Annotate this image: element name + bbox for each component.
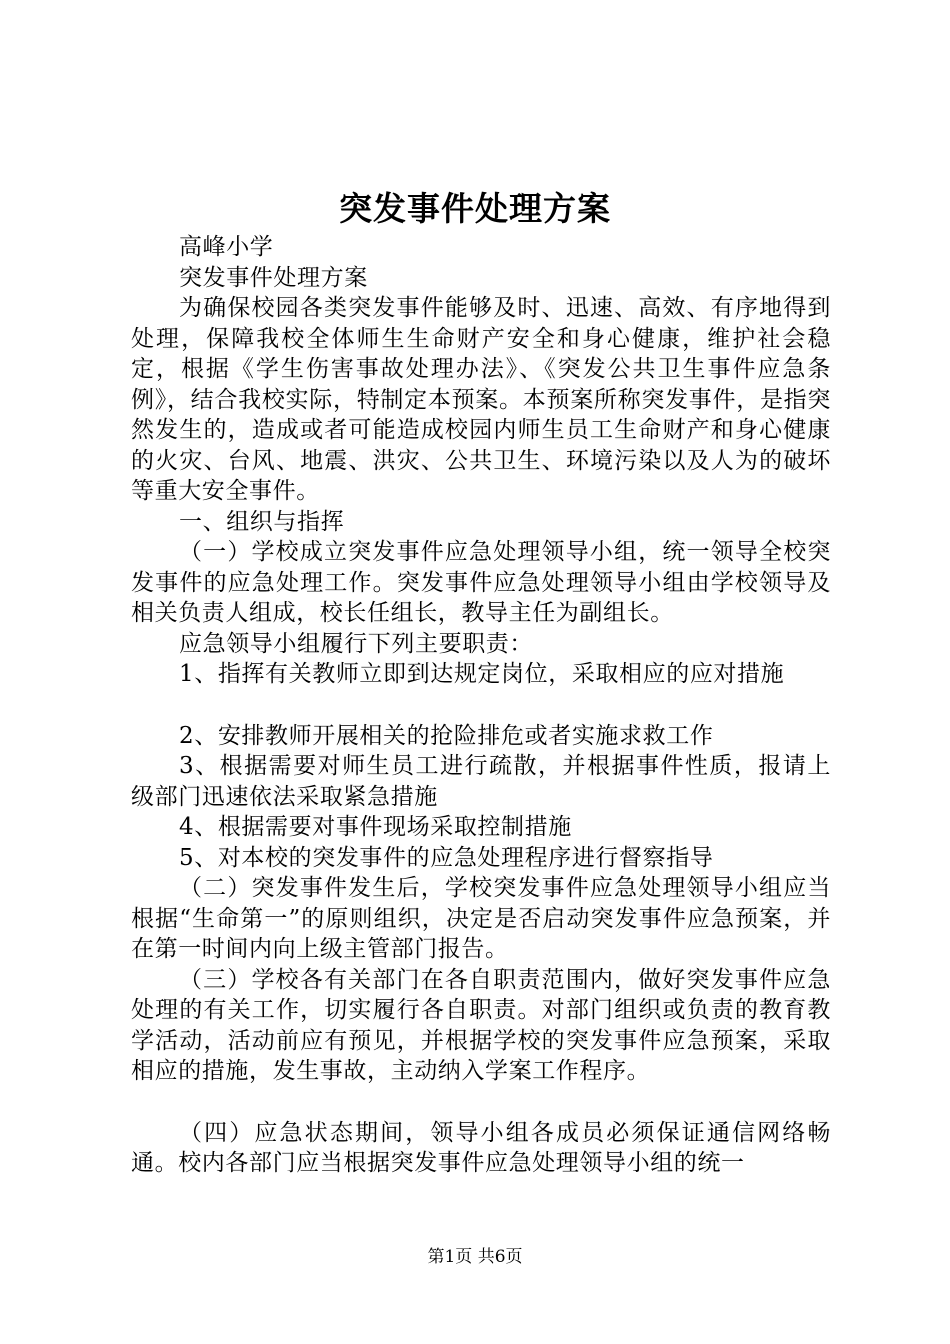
duty-item-2: 2、安排教师开展相关的抢险排危或者实施求救工作 [179,722,714,749]
spacer [131,690,831,721]
school-name: 高峰小学 [179,234,274,260]
section-heading: 一、组织与指挥 [179,508,345,535]
paragraph-4: （四）应急状态期间，领导小组各成员必须保证通信网络畅通。校内各部门应当根据突发事件应急处理领导小组的统一 [131,1119,831,1176]
paragraph-3: （三）学校各有关部门在各自职责范围内，做好突发事件应急处理的有关工作，切实履行各自职责。对部门组织或负责的教育教学活动，活动前应有预见，并根据学校的突发事件应急预案，采取相应的措施，发生事故，主动纳入学案工作程序。 [131,966,831,1084]
duties-heading: 应急领导小组履行下列主要职责： [179,630,533,657]
intro-paragraph: 为确保校园各类突发事件能够及时、迅速、高效、有序地得到处理，保障我校全体师生生命财产安全和身心健康，维护社会稳定，根据《学生伤害事故处理办法》、《突发公共卫生事件应急条例》，结合我校实际，特制定本预案。本预案所称突发事件，是指突然发生的，造成或者可能造成校园内师生员工生命财产和身心健康的火灾、台风、地震、洪灾、公共卫生、环境污染以及人为的破坏等重大安全事件。 [131,295,831,504]
paragraph-2: （二）突发事件发生后，学校突发事件应急处理领导小组应当根据“生命第一”的原则组织，决定是否启动突发事件应急预案，并在第一时间内向上级主管部门报告。 [131,875,831,962]
duty-item-3: 3、根据需要对师生员工进行疏散，并根据事件性质，报请上级部门迅速依法采取紧急措施 [131,753,831,810]
duty-item-1: 1、指挥有关教师立即到达规定岗位，采取相应的应对措施 [179,661,785,687]
duty-item-5: 5、对本校的突发事件的应急处理程序进行督察指导 [179,844,714,871]
page-footer: 第1页 共6页 [427,1247,523,1267]
spacer [131,1087,831,1118]
document-body [131,232,831,1179]
duty-item-4: 4、根据需要对事件现场采取控制措施 [179,814,572,840]
paragraph-1: （一）学校成立突发事件应急处理领导小组，统一领导全校突发事件的应急处理工作。突发事件应急处理领导小组由学校领导及相关负责人组成，校长任组长，教导主任为副组长。 [131,539,831,626]
document-title: 突发事件处理方案 [339,189,611,228]
subtitle: 突发事件处理方案 [179,264,368,291]
